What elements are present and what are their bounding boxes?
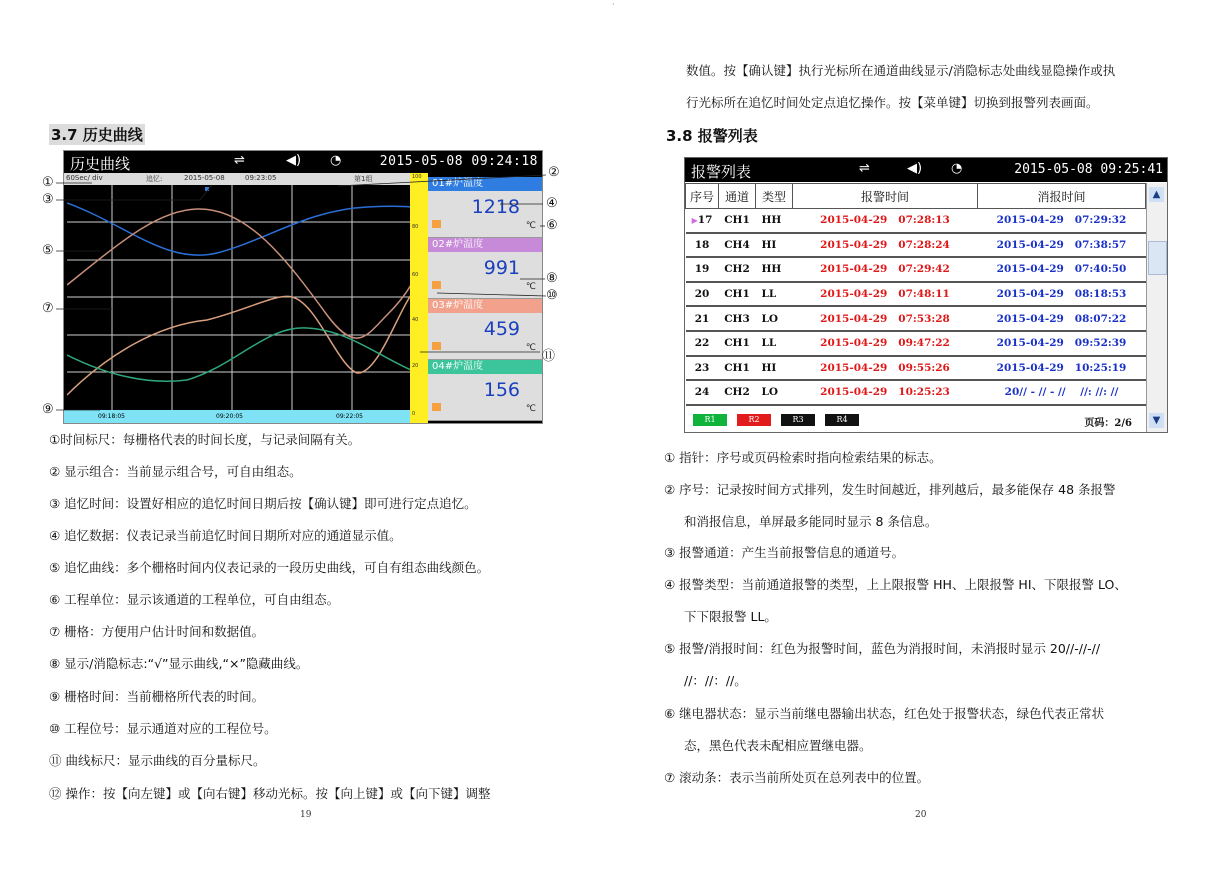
- relay-r3: R3: [781, 414, 815, 426]
- row-number: 21: [694, 312, 710, 325]
- table-header: [686, 184, 1146, 209]
- callout-1: ①: [42, 175, 54, 190]
- cell-alarm-time: 2015-04-29 10:25:23: [793, 380, 978, 405]
- row-number: 17: [697, 214, 713, 227]
- cell-type: LO: [756, 306, 793, 331]
- callout-6: ⑥: [546, 218, 558, 233]
- clock-icon: ◔: [330, 153, 342, 168]
- recall-label: 追忆:: [146, 175, 163, 183]
- row-number: 20: [694, 288, 710, 301]
- desc-item: ④ 追忆数据：仪表记录当前追忆时间日期所对应的通道显示值。: [49, 528, 402, 543]
- cell-channel: CH4: [719, 233, 756, 258]
- cell-channel: CH1: [719, 331, 756, 356]
- page-number-left: 19: [300, 810, 312, 820]
- cell-no: [686, 331, 719, 356]
- channel-unit: ℃: [525, 343, 536, 353]
- alarm-screen-title: 报警列表: [691, 163, 752, 181]
- channel-name: 02#炉温度: [428, 238, 542, 252]
- table-row[interactable]: [686, 331, 1146, 356]
- row-number: 19: [694, 263, 710, 276]
- cell-type: HH: [756, 209, 793, 233]
- row-number: 18: [694, 238, 710, 251]
- row-number: 24: [694, 386, 710, 399]
- desc-item: ⑥ 继电器状态：显示当前继电器输出状态，红色处于报警状态，绿色代表正常状: [664, 706, 1105, 721]
- desc-item: ⑤ 报警/消报时间：红色为报警时间，蓝色为消报时间，未消报时显示 20//-//-//: [664, 641, 1101, 656]
- table-row[interactable]: [686, 306, 1146, 331]
- channel-value: 459: [483, 318, 520, 340]
- cell-clear-time: 20// - // - // //: //: //: [978, 380, 1146, 405]
- desc-item: ③ 追忆时间：设置好相应的追忆时间日期后按【确认键】即可进行定点追忆。: [49, 496, 477, 511]
- scrollbar[interactable]: [1146, 183, 1167, 432]
- cell-channel: CH2: [719, 380, 756, 405]
- column-header-type: 类型: [756, 184, 793, 209]
- alarm-title-bar: [685, 158, 1167, 182]
- callout-5: ⑤: [42, 243, 54, 258]
- desc-item: ② 序号：记录按时间方式排列，发生时间越近，排列越后，最多能保存 48 条报警: [664, 482, 1116, 497]
- scale-tick: 100: [412, 174, 422, 180]
- channel-value: 1218: [471, 196, 520, 218]
- callout-3: ③: [42, 192, 54, 207]
- desc-item-cont: 下下限报警 LL。: [684, 609, 777, 624]
- cell-clear-time: 2015-04-29 07:40:50: [978, 257, 1146, 282]
- table-row[interactable]: [686, 356, 1146, 381]
- cell-no: [686, 257, 719, 282]
- table-row[interactable]: [686, 257, 1146, 282]
- callout-9: ⑨: [42, 402, 54, 417]
- desc-item-cont: //：//：//。: [684, 673, 747, 688]
- cell-clear-time: 2015-04-29 07:38:57: [978, 233, 1146, 258]
- time-scale: 60Sec/ div: [66, 174, 103, 182]
- history-datetime: 2015-05-08 09:24:18: [379, 154, 538, 169]
- scale-tick: 20: [412, 363, 419, 369]
- callout-7: ⑦: [42, 301, 54, 316]
- scale-tick: 80: [412, 224, 419, 230]
- page-number-right: 20: [915, 810, 927, 820]
- channel-unit: ℃: [525, 282, 536, 292]
- desc-item-cont: 态，黑色代表未配相应置继电器。: [684, 738, 872, 753]
- cell-channel: CH1: [719, 282, 756, 307]
- clock-icon: ◔: [951, 161, 963, 176]
- history-screen-title: 历史曲线: [70, 155, 131, 173]
- desc-item: ③ 报警通道：产生当前报警信息的通道号。: [664, 545, 905, 560]
- page-dot: ·: [612, 0, 615, 9]
- desc-item: ⑤ 追忆曲线：多个栅格时间内仪表记录的一段历史曲线，可自有组态曲线颜色。: [49, 560, 490, 575]
- cell-no: [686, 209, 719, 233]
- callout-11: ⑪: [542, 349, 556, 364]
- channel-value: 156: [483, 379, 520, 401]
- scroll-down-icon[interactable]: ▼: [1149, 413, 1164, 428]
- desc-item: ①时间标尺：每栅格代表的时间长度，与记录间隔有关。: [49, 432, 361, 447]
- channel-name: 04#炉温度: [428, 360, 542, 374]
- relay-r4: R4: [825, 414, 859, 426]
- channel-name: 03#炉温度: [428, 299, 542, 313]
- cell-clear-time: 2015-04-29 08:07:22: [978, 306, 1146, 331]
- column-header-alarm-time: 报警时间: [793, 184, 978, 209]
- channel-unit: ℃: [525, 221, 536, 231]
- cell-alarm-time: 2015-04-29 09:47:22: [793, 331, 978, 356]
- relay-r1: R1: [693, 414, 727, 426]
- usb-icon: ⇌: [859, 161, 870, 176]
- cell-type: LO: [756, 380, 793, 405]
- cell-type: HH: [756, 257, 793, 282]
- cell-clear-time: 2015-04-29 08:18:53: [978, 282, 1146, 307]
- alarm-table: [685, 183, 1146, 406]
- channel-unit: ℃: [525, 404, 536, 414]
- alarm-rows: [686, 209, 1146, 405]
- group-number: 第1组: [354, 175, 373, 183]
- scale-tick: 0: [412, 411, 416, 417]
- cell-clear-time: 2015-04-29 09:52:39: [978, 331, 1146, 356]
- desc-item: ⑨ 栅格时间：当前栅格所代表的时间。: [49, 689, 265, 704]
- usb-icon: ⇌: [234, 153, 245, 168]
- cell-channel: CH1: [719, 209, 756, 233]
- desc-item: ⑩ 工程位号：显示通道对应的工程位号。: [49, 721, 277, 736]
- speaker-icon: ◀): [907, 161, 923, 176]
- cell-no: [686, 380, 719, 405]
- grid-time: 09:20:05: [216, 413, 243, 420]
- desc-item: ⑥ 工程单位：显示该通道的工程单位，可自由组态。: [49, 592, 340, 607]
- cell-no: [686, 282, 719, 307]
- section-heading-history: 3.7 历史曲线: [51, 126, 143, 144]
- cell-alarm-time: 2015-04-29 07:28:24: [793, 233, 978, 258]
- section-heading-alarm: 3.8 报警列表: [666, 127, 758, 145]
- callout-4: ④: [546, 196, 558, 211]
- desc-item: ⑦ 栅格：方便用户估计时间和数据值。: [49, 624, 265, 639]
- desc-item: ① 指针：序号或页码检索时指向检索结果的标志。: [664, 450, 942, 465]
- desc-item: ⑪ 曲线标尺：显示曲线的百分量标尺。: [49, 753, 266, 768]
- relay-r2: R2: [737, 414, 771, 426]
- relay-status-bar: [685, 409, 1146, 431]
- cell-type: LL: [756, 331, 793, 356]
- desc-item: ⑧ 显示/消隐标志:“√”显示曲线,“×”隐藏曲线。: [49, 656, 309, 671]
- grid-time: 09:22:05: [336, 413, 363, 420]
- cell-no: [686, 306, 719, 331]
- cell-clear-time: 2015-04-29 10:25:19: [978, 356, 1146, 381]
- scale-tick: 40: [412, 317, 419, 323]
- grid-time: 09:18:05: [98, 413, 125, 420]
- cell-clear-time: 2015-04-29 07:29:32: [978, 209, 1146, 233]
- scroll-thumb[interactable]: [1148, 241, 1167, 275]
- speaker-icon: ◀): [286, 153, 302, 168]
- desc-item: ⑦ 滚动条：表示当前所处页在总列表中的位置。: [664, 770, 930, 785]
- intro-line: 行光标所在追忆时间处定点追忆操作。按【菜单键】切换到报警列表画面。: [686, 95, 1099, 110]
- channel-name: 01#炉温度: [428, 177, 542, 191]
- recall-time[interactable]: 09:23:05: [245, 174, 277, 182]
- cell-type: LL: [756, 282, 793, 307]
- channel-value: 991: [483, 257, 520, 279]
- cell-channel: CH1: [719, 356, 756, 381]
- row-number: 23: [694, 361, 710, 374]
- table-row[interactable]: [686, 233, 1146, 258]
- cell-alarm-time: 2015-04-29 07:48:11: [793, 282, 978, 307]
- column-header-clear-time: 消报时间: [978, 184, 1146, 209]
- cell-type: HI: [756, 233, 793, 258]
- callout-10: ⑩: [546, 288, 558, 303]
- desc-item: ④ 报警类型：当前通道报警的类型，上上限报警 HH、上限报警 HI、下限报警 LO、: [664, 577, 1127, 592]
- column-header-channel: 通道: [719, 184, 756, 209]
- scale-tick: 60: [412, 272, 419, 278]
- cell-type: HI: [756, 356, 793, 381]
- desc-item-cont: 和消报信息，单屏最多能同时显示 8 条信息。: [684, 514, 938, 529]
- alarm-list-screen: [684, 157, 1168, 433]
- pointer-icon: ▶: [691, 215, 698, 226]
- page-indicator: 页码：2/6: [1084, 418, 1132, 429]
- table-row[interactable]: [686, 282, 1146, 307]
- recall-date[interactable]: 2015-05-08: [184, 174, 225, 182]
- table-row[interactable]: [686, 209, 1146, 233]
- cell-channel: CH2: [719, 257, 756, 282]
- desc-item: ② 显示组合：当前显示组合号，可自由组态。: [49, 464, 302, 479]
- cell-no: [686, 356, 719, 381]
- table-row[interactable]: [686, 380, 1146, 405]
- callout-2: ②: [548, 165, 560, 180]
- cell-no: [686, 233, 719, 258]
- alarm-datetime: 2015-05-08 09:25:41: [1014, 162, 1163, 177]
- cell-alarm-time: 2015-04-29 07:28:13: [793, 209, 978, 233]
- intro-line: 数值。按【确认键】执行光标所在通道曲线显示/消隐标志处曲线显隐操作或执: [686, 63, 1116, 78]
- cell-alarm-time: 2015-04-29 07:29:42: [793, 257, 978, 282]
- desc-item: ⑫ 操作：按【向左键】或【向右键】移动光标。按【向上键】或【向下键】调整: [49, 786, 491, 801]
- row-number: 22: [694, 337, 710, 350]
- callout-8: ⑧: [546, 271, 558, 286]
- column-header-no: 序号: [686, 184, 719, 209]
- cell-channel: CH3: [719, 306, 756, 331]
- cell-alarm-time: 2015-04-29 07:53:28: [793, 306, 978, 331]
- scroll-up-icon[interactable]: ▲: [1149, 187, 1164, 202]
- cell-alarm-time: 2015-04-29 09:55:26: [793, 356, 978, 381]
